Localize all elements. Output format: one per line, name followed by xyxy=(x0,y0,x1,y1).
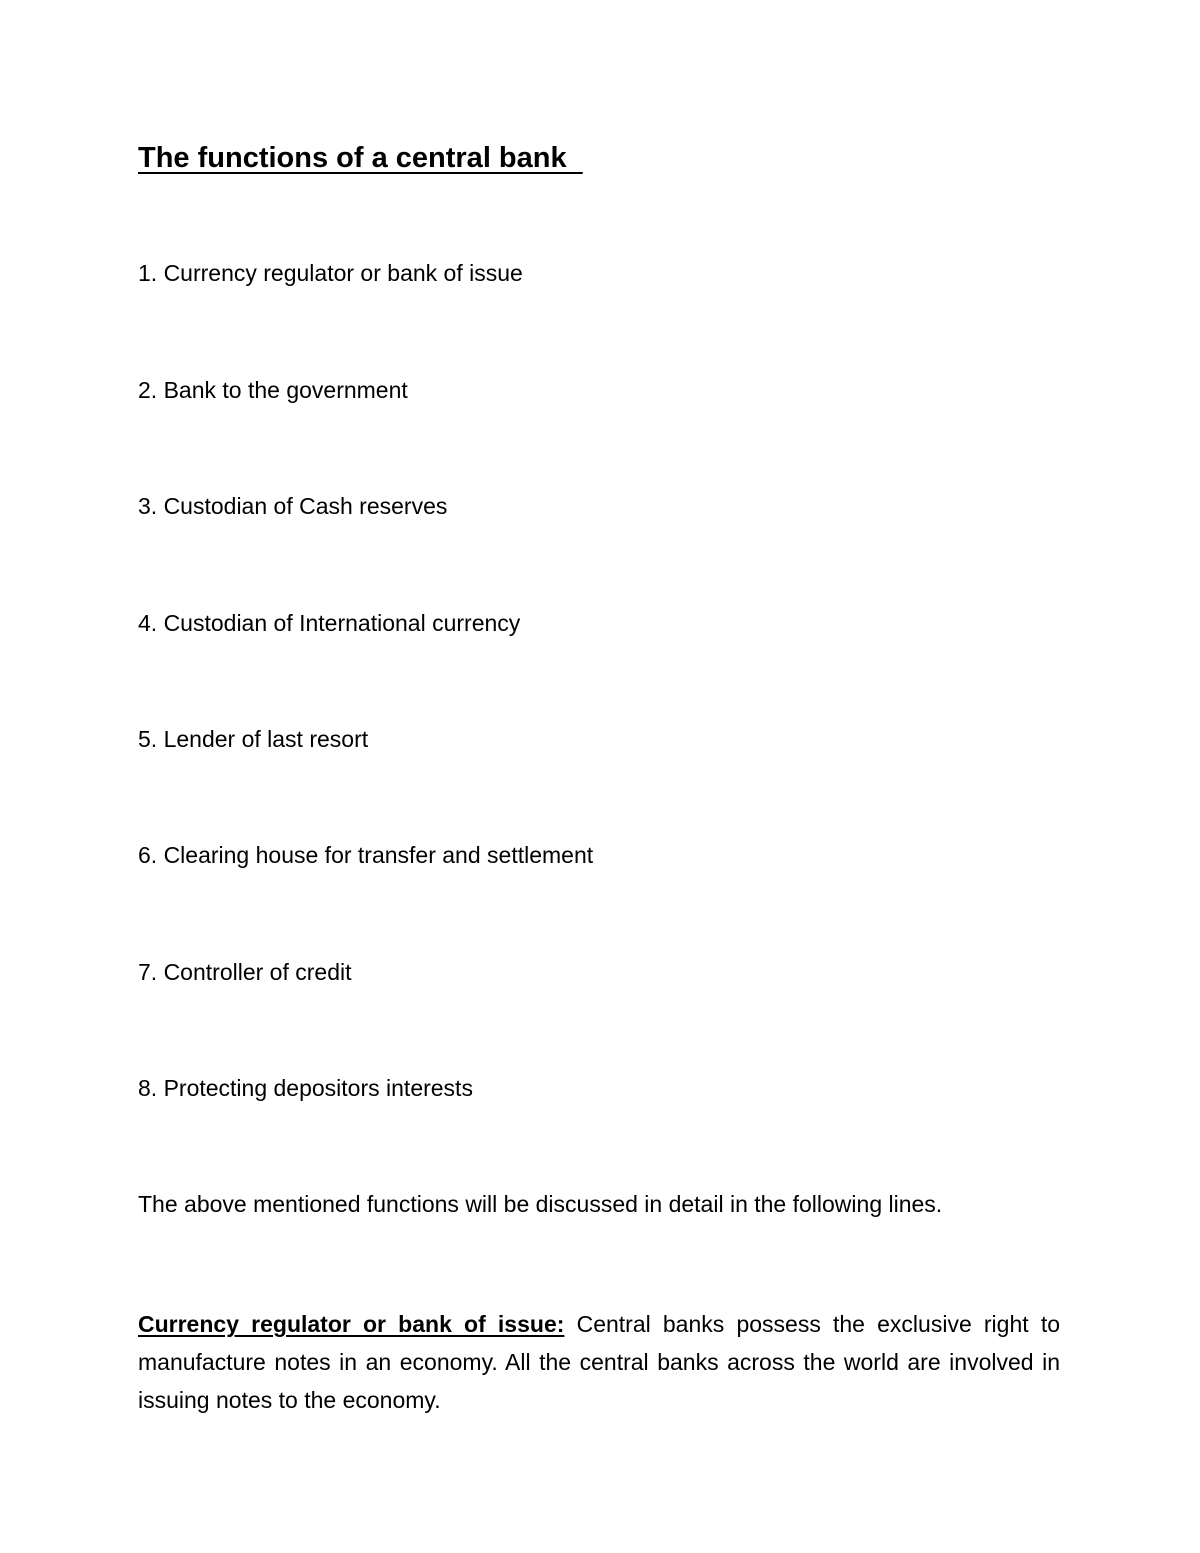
function-item-7: 7. Controller of credit xyxy=(138,959,352,985)
page-title: The functions of a central bank xyxy=(138,142,583,174)
function-item-5: 5. Lender of last resort xyxy=(138,726,369,752)
function-item-4: 4. Custodian of International currency xyxy=(138,610,521,636)
function-item-3: 3. Custodian of Cash reserves xyxy=(138,493,448,519)
section-heading: Currency regulator or bank of issue: xyxy=(138,1311,565,1337)
function-item-2: 2. Bank to the government xyxy=(138,377,408,403)
summary-sentence: The above mentioned functions will be discussed in detail in the following lines. xyxy=(138,1191,943,1217)
section-paragraph xyxy=(138,1305,1060,1419)
section-body: Central banks possess the exclusive right to manufacture notes in an economy. All the central banks across the world are involved in issuing notes to the economy. xyxy=(138,1311,1060,1413)
function-item-6: 6. Clearing house for transfer and settlement xyxy=(138,842,594,868)
function-item-1: 1. Currency regulator or bank of issue xyxy=(138,260,523,286)
function-item-8: 8. Protecting depositors interests xyxy=(138,1075,473,1101)
